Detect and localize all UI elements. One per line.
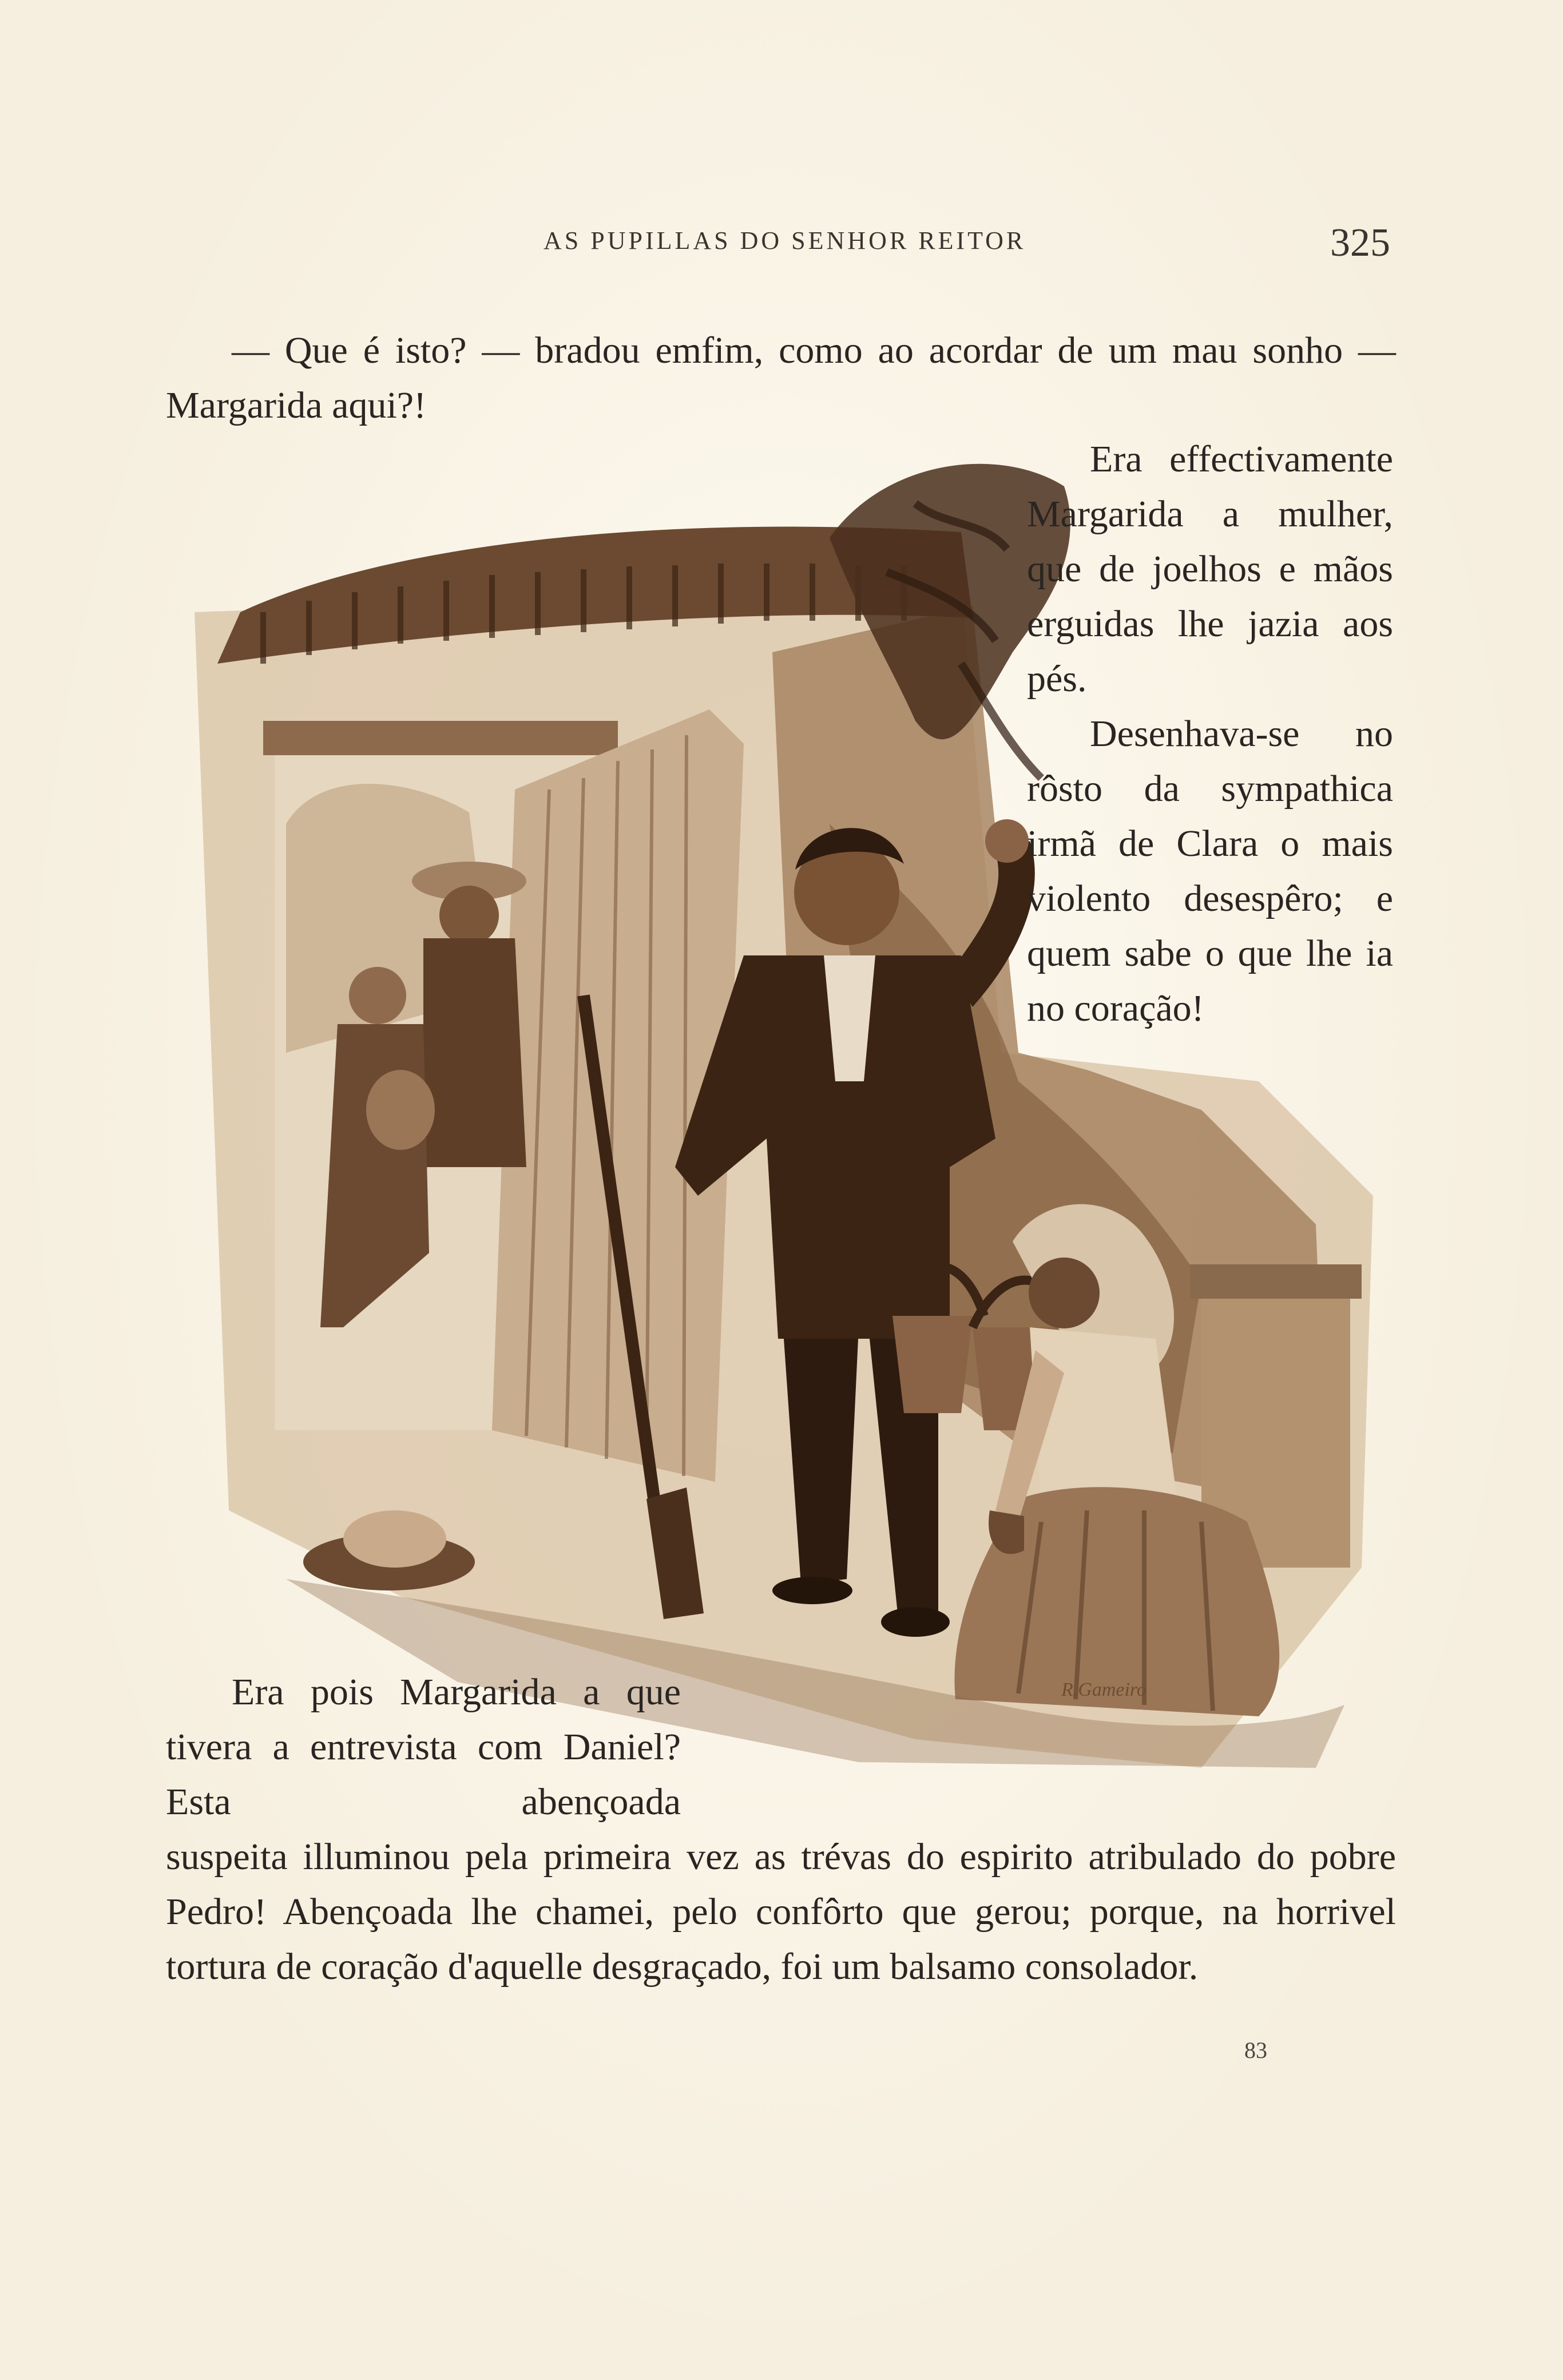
side-column-text	[1027, 432, 1393, 1036]
hat-crown	[343, 1510, 446, 1568]
man-boot-left	[772, 1577, 852, 1604]
side-paragraph-1: Era effectivamente Margarida a mulher, que de joelhos e mãos erguidas lhe jazia aos pés.	[1027, 438, 1393, 700]
stone-pedestal-top	[1190, 1264, 1362, 1299]
page-number: 325	[1330, 221, 1390, 265]
small-boy-hat	[366, 1070, 435, 1150]
man-raised-hand	[985, 819, 1029, 863]
side-paragraph-2: Desenhava-se no rôsto da sympathica irmã de Clara o mais violento desespêro; e quem sabe o que lhe ia no coração!	[1027, 713, 1393, 1029]
opening-dialogue: — Que é isto? — bradou emfim, como ao acordar de um mau sonho — Margarida aqui?!	[166, 330, 1396, 426]
signature-mark: 83	[1244, 2037, 1267, 2063]
artist-signature: R.Gameiro	[1061, 1679, 1147, 1700]
woman-face	[1029, 1258, 1100, 1328]
small-boy-head	[349, 967, 406, 1024]
door-frame	[263, 721, 618, 755]
woman-blouse	[1030, 1327, 1179, 1510]
closing-paragraph-start: Era pois Margarida a que tivera a entrevista com Daniel? Esta abençoada	[166, 1671, 681, 1823]
man-boot-right	[881, 1607, 950, 1637]
running-title: AS PUPILLAS DO SENHOR REITOR	[544, 227, 1026, 255]
closing-paragraph-end: suspeita illuminou pela primeira vez as trévas do espirito atribulado do pobre Pedro! Abençoada lhe chamei, pelo confôrto que gerou; porque, na horrivel tortura de coração d'aquelle desgraçado, foi um balsamo consolador.	[166, 1836, 1396, 1988]
boy-body	[423, 938, 526, 1167]
boy-head	[439, 886, 499, 945]
